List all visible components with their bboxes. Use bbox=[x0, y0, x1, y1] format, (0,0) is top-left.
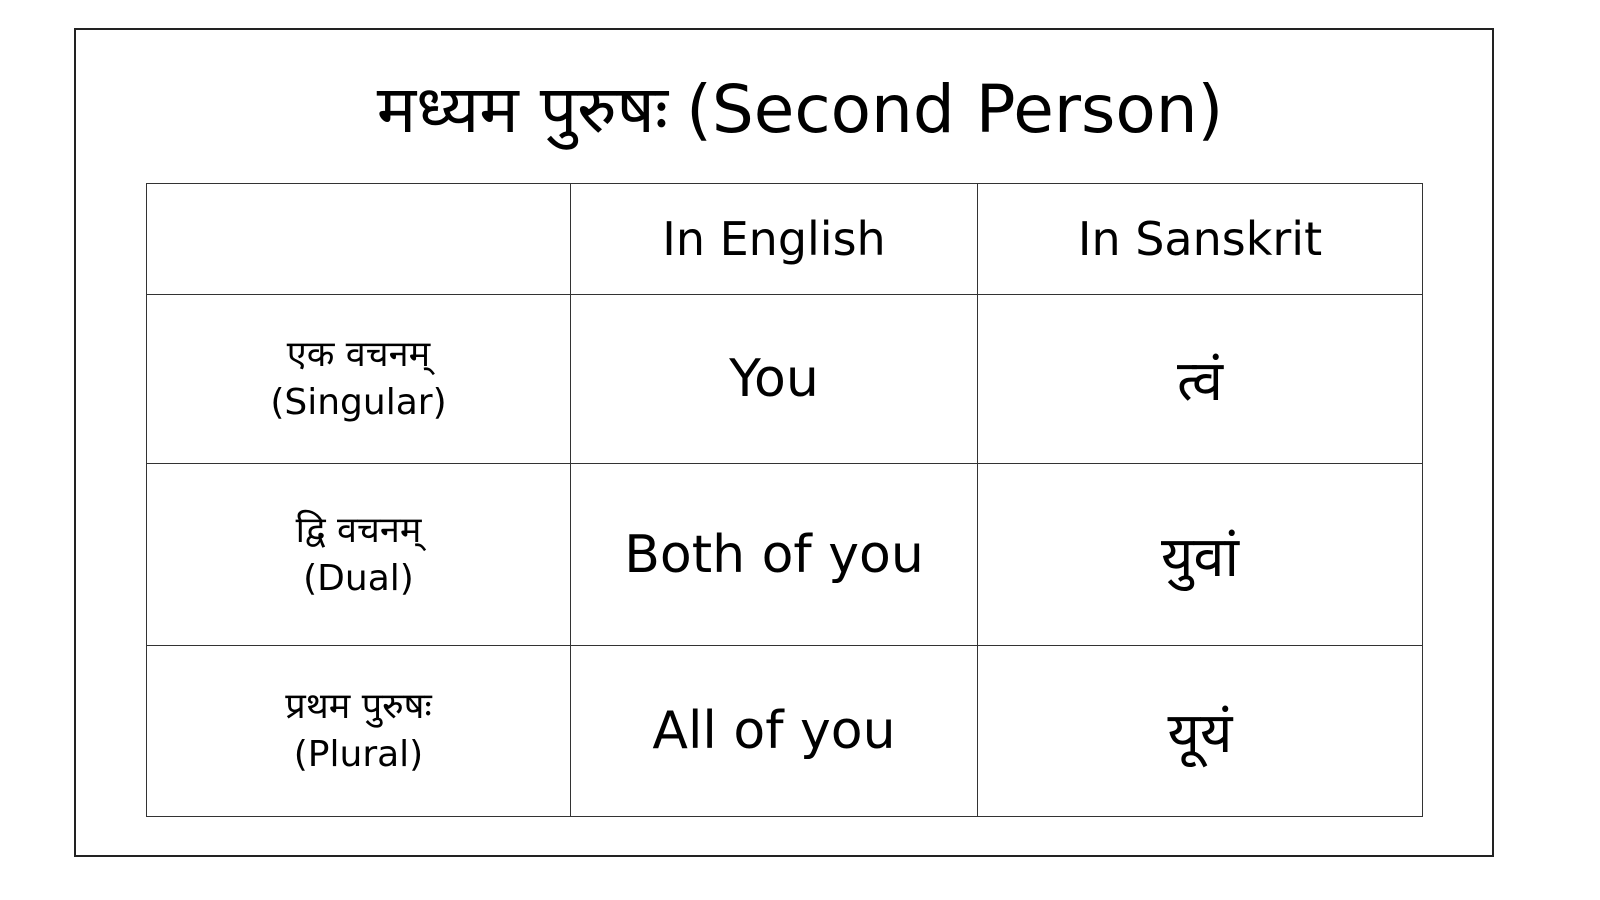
row-label-dual bbox=[147, 464, 571, 646]
label-sanskrit: एक वचनम् bbox=[286, 334, 431, 375]
pronoun-table bbox=[146, 183, 1423, 817]
cell-english: You bbox=[571, 295, 978, 464]
table-row bbox=[147, 464, 1423, 646]
cell-sanskrit: युवां bbox=[978, 464, 1423, 646]
header-cell-sanskrit: In Sanskrit bbox=[978, 184, 1423, 295]
label-english: (Plural) bbox=[293, 734, 424, 775]
label-sanskrit: प्रथम पुरुषः bbox=[285, 686, 432, 727]
title-english: (Second Person) bbox=[686, 71, 1224, 148]
header-cell-empty bbox=[147, 184, 571, 295]
table-header-row bbox=[147, 184, 1423, 295]
row-label-plural bbox=[147, 646, 571, 817]
label-english: (Dual) bbox=[303, 557, 414, 599]
row-label-singular bbox=[147, 295, 571, 464]
label-english: (Singular) bbox=[270, 382, 447, 423]
header-cell-english: In English bbox=[571, 184, 978, 295]
cell-english: All of you bbox=[571, 646, 978, 817]
label-sanskrit: द्वि वचनम् bbox=[295, 509, 422, 551]
title-sanskrit: मध्यम पुरुषः bbox=[376, 71, 669, 148]
cell-sanskrit: त्वं bbox=[978, 295, 1423, 464]
table-row bbox=[147, 646, 1423, 817]
cell-english: Both of you bbox=[571, 464, 978, 646]
slide-title bbox=[0, 60, 1600, 160]
table-row bbox=[147, 295, 1423, 464]
cell-sanskrit: यूयं bbox=[978, 646, 1423, 817]
